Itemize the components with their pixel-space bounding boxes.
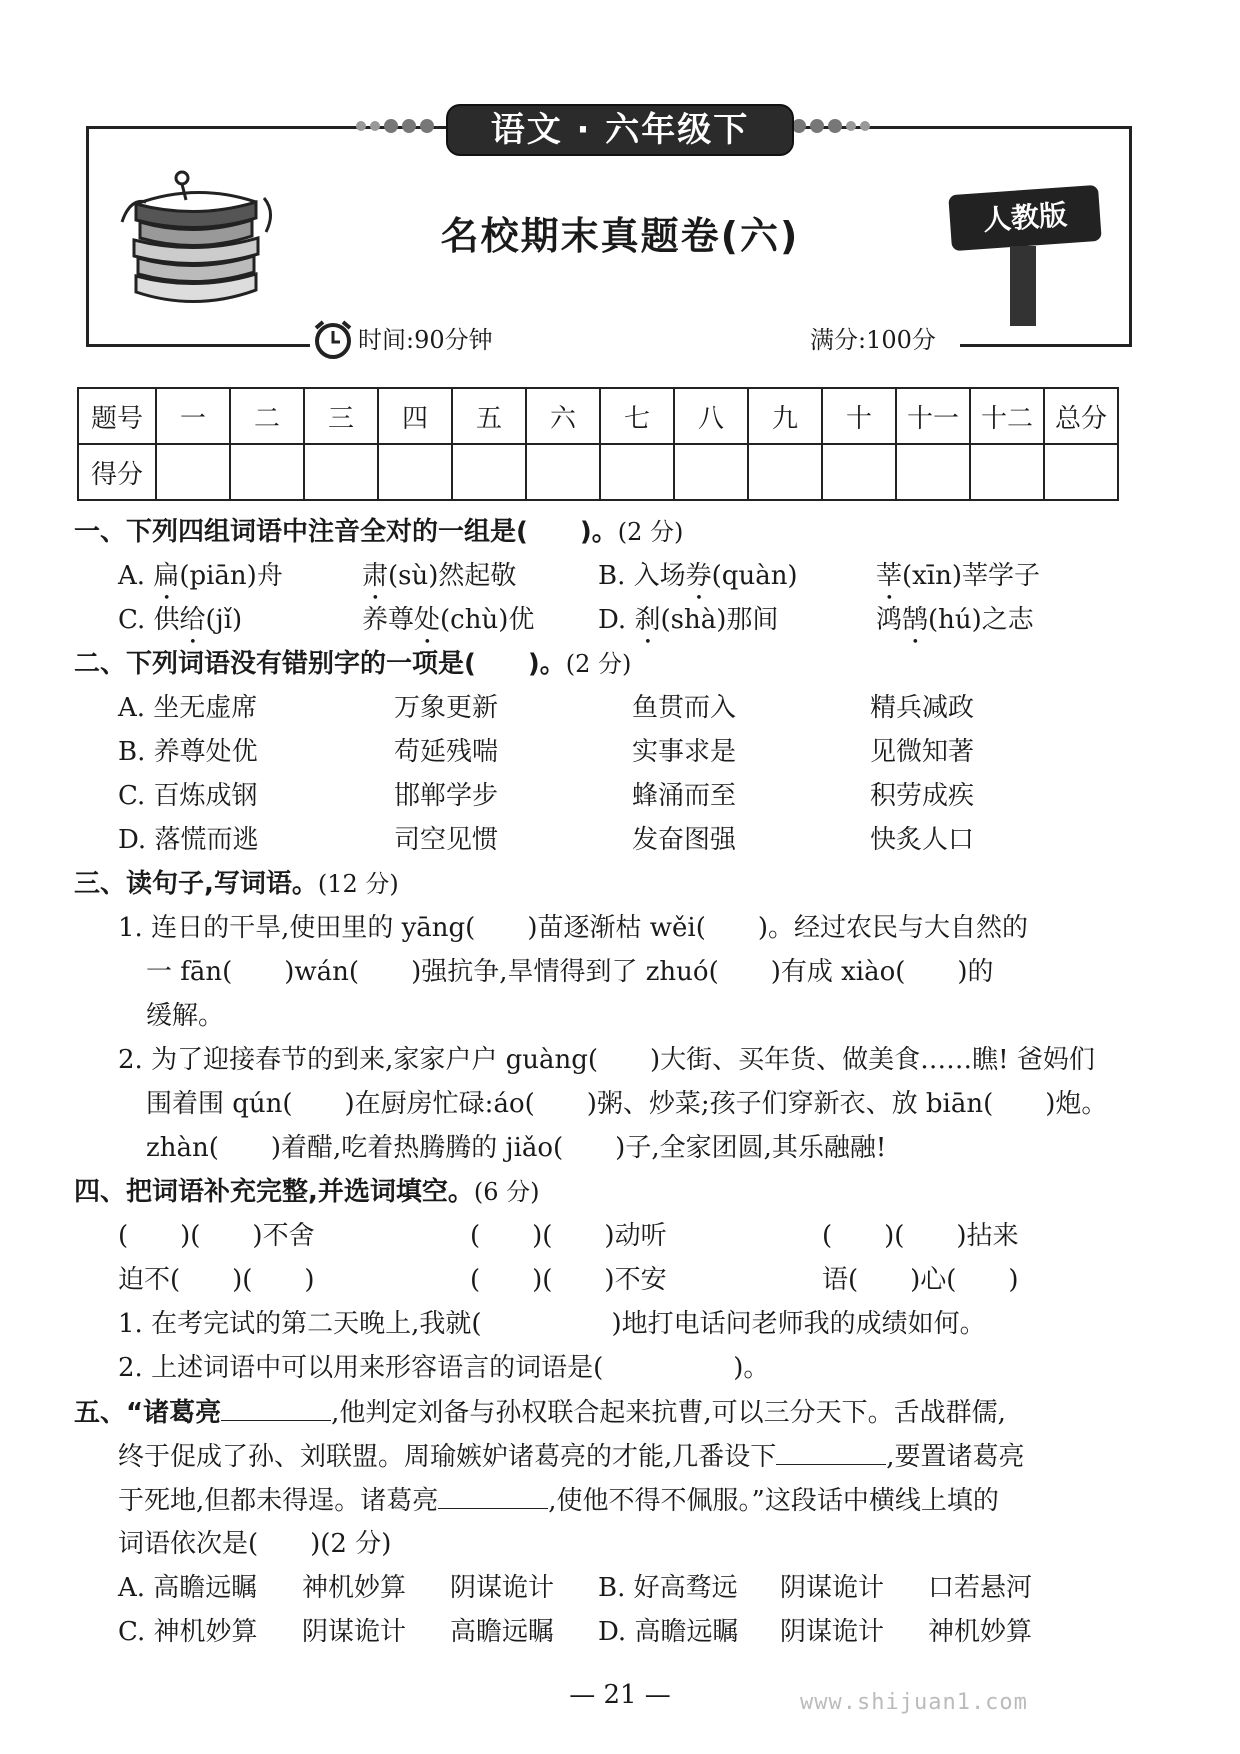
- score-table-header-row: [78, 388, 1118, 444]
- banner-dots-left: [356, 114, 434, 138]
- header-frame-bottom-right: [960, 344, 1129, 347]
- score-input-cell[interactable]: [896, 444, 970, 500]
- table-cell: 十一: [896, 388, 970, 444]
- exam-title: 名校期末真题卷(六): [440, 214, 800, 258]
- q5-option: 神机妙算: [928, 1617, 1033, 1647]
- header-frame-bottom-left: [86, 344, 310, 347]
- q3-line: 一 fān( )wán( )强抗争,旱情得到了 zhuó( )有成 xiào( )的: [146, 957, 994, 987]
- score-input-cell[interactable]: [822, 444, 896, 500]
- q5-option: 高瞻远瞩: [450, 1617, 555, 1647]
- q3-line: 2. 为了迎接春节的到来,家家户户 guàng( )大街、买年货、做美食……瞧! 爸妈们: [118, 1045, 1095, 1075]
- q4-word-blank: ( )( )动听: [470, 1221, 667, 1251]
- q4-word-blank: ( )( )拈来: [822, 1221, 1019, 1251]
- time-limit: 时间:90分钟: [358, 326, 493, 354]
- q1-option: 莘(xīn)莘学子: [876, 561, 1041, 591]
- q1-heading: 一、下列四组词语中注音全对的一组是( )。(2 分): [74, 517, 684, 547]
- q4-word-blank: ( )( )不舍: [118, 1221, 315, 1251]
- q5-option: C. 神机妙算: [118, 1617, 258, 1647]
- page-number: — 21 —: [569, 1680, 671, 1710]
- score-input-cell[interactable]: [526, 444, 600, 500]
- banner-dots-right: [792, 114, 870, 138]
- q2-option: D. 落慌而逃: [118, 825, 259, 855]
- q5-line: 终于促成了孙、刘联盟。周瑜嫉妒诸葛亮的才能,几番设下 ,要置诸葛亮: [118, 1434, 1025, 1479]
- score-input-cell[interactable]: [156, 444, 230, 500]
- score-input-cell[interactable]: [378, 444, 452, 500]
- q3-heading: 三、读句子,写词语。(12 分): [74, 869, 399, 899]
- alarm-clock-icon: [312, 318, 354, 360]
- q2-heading: 二、下列词语没有错别字的一项是( )。(2 分): [74, 649, 632, 679]
- q5-option: 口若悬河: [928, 1573, 1033, 1603]
- q4-word-blank: 语( )心( ): [822, 1265, 1019, 1295]
- table-cell: 五: [452, 388, 526, 444]
- table-cell: 八: [674, 388, 748, 444]
- fill-blank[interactable]: [776, 1434, 886, 1465]
- score-table-score-row: [78, 444, 1118, 500]
- table-cell: 四: [378, 388, 452, 444]
- q2-option: 见微知著: [870, 737, 975, 767]
- q1-option: A. 扁(piān)舟: [118, 561, 283, 591]
- q1-option: B. 入场券(quàn): [598, 561, 798, 591]
- q5-line: 词语依次是( )(2 分): [118, 1529, 392, 1559]
- q2-option: 邯郸学步: [394, 781, 499, 811]
- table-cell: 总分: [1044, 388, 1118, 444]
- q5-option: 神机妙算: [302, 1573, 407, 1603]
- table-cell: 二: [230, 388, 304, 444]
- score-input-cell[interactable]: [600, 444, 674, 500]
- q2-option: 蜂涌而至: [632, 781, 737, 811]
- edition-sign: 人教版: [948, 185, 1102, 251]
- q2-option: 快炙人口: [870, 825, 975, 855]
- sign-post: [1010, 246, 1036, 326]
- q5-option: 阴谋诡计: [780, 1617, 885, 1647]
- score-input-cell[interactable]: [674, 444, 748, 500]
- q1-option: D. 刹(shà)那间: [598, 605, 779, 635]
- q1-option: 养尊处(chù)优: [362, 605, 535, 635]
- q2-option: 发奋图强: [632, 825, 737, 855]
- fill-blank[interactable]: [438, 1478, 548, 1509]
- q5-option: 阴谋诡计: [780, 1573, 885, 1603]
- score-input-cell[interactable]: [230, 444, 304, 500]
- table-cell: 三: [304, 388, 378, 444]
- q5-option: A. 高瞻远瞩: [118, 1573, 258, 1603]
- q5-option: B. 好高骛远: [598, 1573, 738, 1603]
- q2-option: 实事求是: [632, 737, 737, 767]
- table-cell: 九: [748, 388, 822, 444]
- q4-sentence: 2. 上述词语中可以用来形容语言的词语是( )。: [118, 1353, 770, 1383]
- table-cell: 一: [156, 388, 230, 444]
- table-cell: 题号: [78, 388, 156, 444]
- watermark: www.shijuan1.com: [800, 1690, 1028, 1715]
- q4-word-blank: 迫不( )( ): [118, 1265, 315, 1295]
- q4-word-blank: ( )( )不安: [470, 1265, 667, 1295]
- table-cell: 七: [600, 388, 674, 444]
- q2-option: 积劳成疾: [870, 781, 975, 811]
- score-input-cell[interactable]: [1044, 444, 1118, 500]
- q5-option: D. 高瞻远瞩: [598, 1617, 739, 1647]
- table-cell: 十二: [970, 388, 1044, 444]
- q2-option: 鱼贯而入: [632, 693, 737, 723]
- q3-line: zhàn( )着醋,吃着热腾腾的 jiǎo( )子,全家团圆,其乐融融!: [146, 1133, 887, 1163]
- q3-line: 缓解。: [146, 1001, 225, 1031]
- q1-option: 肃(sù)然起敬: [362, 561, 517, 591]
- q2-option: 苟延残喘: [394, 737, 499, 767]
- q5-line: 五、“诸葛亮 ,他判定刘备与孙权联合起来抗曹,可以三分天下。舌战群儒,: [74, 1390, 1006, 1435]
- q3-line: 围着围 qún( )在厨房忙碌:áo( )粥、炒菜;孩子们穿新衣、放 biān( )炮。: [146, 1089, 1108, 1119]
- score-table: [77, 387, 1119, 501]
- table-cell: 十: [822, 388, 896, 444]
- score-input-cell[interactable]: [970, 444, 1044, 500]
- q1-option: C. 供给(jǐ): [118, 605, 243, 635]
- q2-option: A. 坐无虚席: [118, 693, 258, 723]
- q2-option: 司空见惯: [394, 825, 499, 855]
- q2-option: B. 养尊处优: [118, 737, 258, 767]
- q3-line: 1. 连日的干旱,使田里的 yāng( )苗逐渐枯 wěi( )。经过农民与大自然的: [118, 913, 1028, 943]
- q2-option: 万象更新: [394, 693, 499, 723]
- fill-blank[interactable]: [221, 1390, 331, 1421]
- full-score: 满分:100分: [810, 326, 936, 354]
- q2-option: C. 百炼成钢: [118, 781, 258, 811]
- table-cell: 六: [526, 388, 600, 444]
- q5-line: 于死地,但都未得逞。诸葛亮 ,使他不得不佩服。”这段话中横线上填的: [118, 1478, 999, 1523]
- score-input-cell[interactable]: [452, 444, 526, 500]
- q2-option: 精兵减政: [870, 693, 975, 723]
- score-input-cell[interactable]: [748, 444, 822, 500]
- q5-option: 阴谋诡计: [302, 1617, 407, 1647]
- score-input-cell[interactable]: [304, 444, 378, 500]
- table-cell: 得分: [78, 444, 156, 500]
- subject-banner: 语文 · 六年级下: [446, 104, 794, 156]
- q4-sentence: 1. 在考完试的第二天晚上,我就( )地打电话问老师我的成绩如何。: [118, 1309, 986, 1339]
- q4-heading: 四、把词语补充完整,并选词填空。(6 分): [74, 1177, 540, 1207]
- q5-option: 阴谋诡计: [450, 1573, 555, 1603]
- q1-option: 鸿鹄(hú)之志: [876, 605, 1034, 635]
